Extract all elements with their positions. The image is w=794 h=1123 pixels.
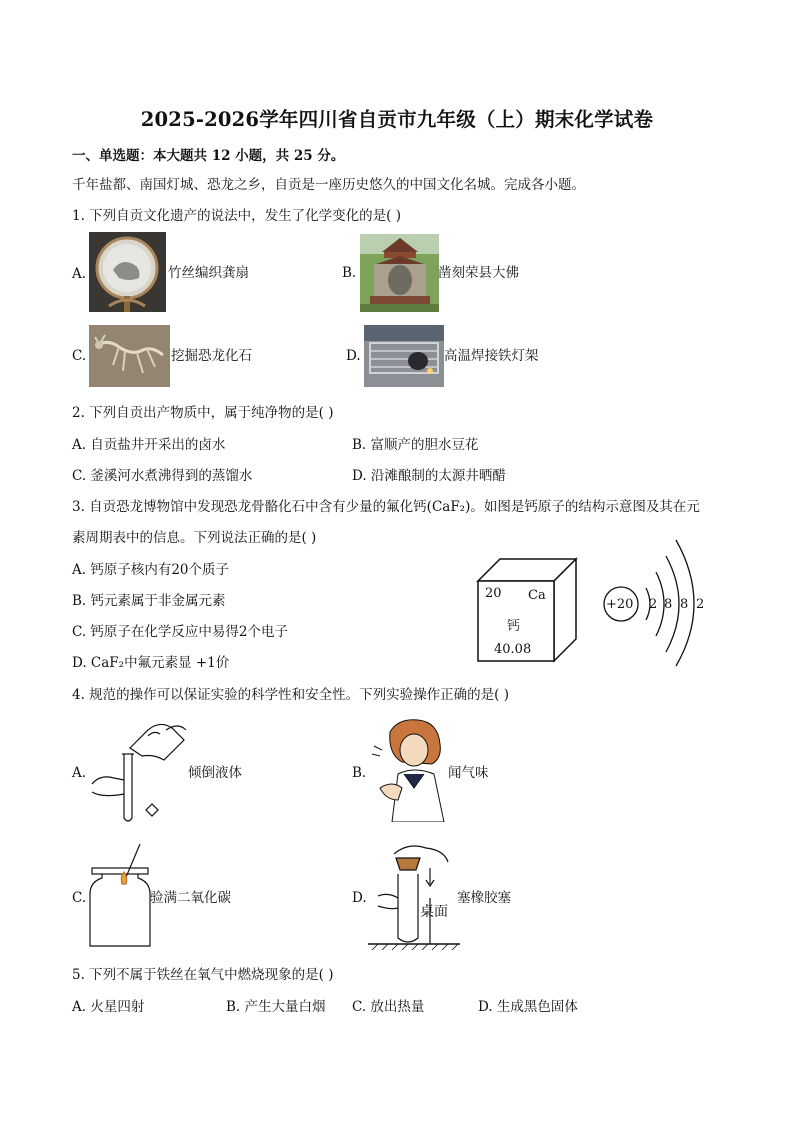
option-text: 塞橡胶塞 [457,890,511,906]
option-text: 闻气味 [448,765,489,781]
q5-option-c[interactable]: C. 放出热量 [352,999,425,1015]
q3-option-a[interactable]: A. 钙原子核内有20个质子 [72,562,230,578]
option-letter: C. [72,890,87,906]
q5-option-a[interactable]: A. 火星四射 [72,999,145,1015]
fan-photo [89,232,166,312]
question-1-stem: 1. 下列自贡文化遗产的说法中，发生了化学变化的是( ) [72,208,401,224]
element-mass: 40.08 [494,642,532,657]
option-letter: D. [346,348,361,364]
desk-label: 桌面 [420,904,448,920]
option-letter: A. [72,266,87,282]
shell-3-electrons: 8 [680,597,689,612]
question-5-stem: 5. 下列不属于铁丝在氧气中燃烧现象的是( ) [72,967,334,983]
option-letter: B. [342,265,357,281]
shell-2-electrons: 8 [664,597,673,612]
q2-option-d[interactable]: D. 沿滩酿制的太源井晒醋 [352,468,506,484]
co2-test-drawing [88,842,152,948]
option-letter: C. [72,348,87,364]
page-title: 2025-2026学年四川省自贡市九年级（上）期末化学试卷 [140,108,654,131]
question-3-stem-line1: 3. 自贡恐龙博物馆中发现恐龙骨骼化石中含有少量的氟化钙(CaF₂)。如图是钙原子的结构示意图及其在元 [72,499,700,515]
shell-1-electrons: 2 [649,597,658,612]
question-4-stem: 4. 规范的操作可以保证实验的科学性和安全性。下列实验操作正确的是( ) [72,687,509,703]
fossil-photo [89,325,170,387]
option-text: 验满二氧化碳 [150,890,231,906]
smell-drawing [368,718,448,822]
option-text: 挖掘恐龙化石 [171,348,252,364]
option-text: 倾倒液体 [188,765,242,781]
element-symbol: Ca [528,588,546,603]
element-name: 钙 [507,619,521,634]
q2-option-a[interactable]: A. 自贡盐井开采出的卤水 [72,437,226,453]
question-3-stem-line2: 素周期表中的信息。下列说法正确的是( ) [72,530,317,546]
nucleus-charge: +20 [606,597,634,612]
q3-option-b[interactable]: B. 钙元素属于非金属元素 [72,593,226,609]
question-2-stem: 2. 下列自贡出产物质中，属于纯净物的是( ) [72,405,334,421]
q3-option-d[interactable]: D. CaF₂中氟元素显 +1价 [72,655,230,671]
pour-liquid-drawing [88,718,188,826]
element-number: 20 [485,586,502,601]
stopper-drawing [368,840,460,950]
q5-option-b[interactable]: B. 产生大量白烟 [226,999,326,1015]
option-letter: A. [72,765,87,781]
option-text: 高温焊接铁灯架 [444,348,539,364]
buddha-photo [360,234,439,312]
option-text: 凿刻荣县大佛 [438,265,519,281]
section-heading: 一、单选题：本大题共 12 小题，共 25 分。 [72,148,345,164]
q2-option-b[interactable]: B. 富顺产的胆水豆花 [352,437,479,453]
intro-text: 千年盐都、南国灯城、恐龙之乡，自贡是一座历史悠久的中国文化名城。完成各小题。 [72,177,585,193]
shell-4-electrons: 2 [696,597,705,612]
option-letter: B. [352,765,367,781]
q3-option-c[interactable]: C. 钙原子在化学反应中易得2个电子 [72,624,289,640]
option-text: 竹丝编织龚扇 [168,265,249,281]
q5-option-d[interactable]: D. 生成黑色固体 [478,999,578,1015]
option-letter: D. [352,890,367,906]
welding-photo [364,325,444,387]
q2-option-c[interactable]: C. 釜溪河水煮沸得到的蒸馏水 [72,468,253,484]
